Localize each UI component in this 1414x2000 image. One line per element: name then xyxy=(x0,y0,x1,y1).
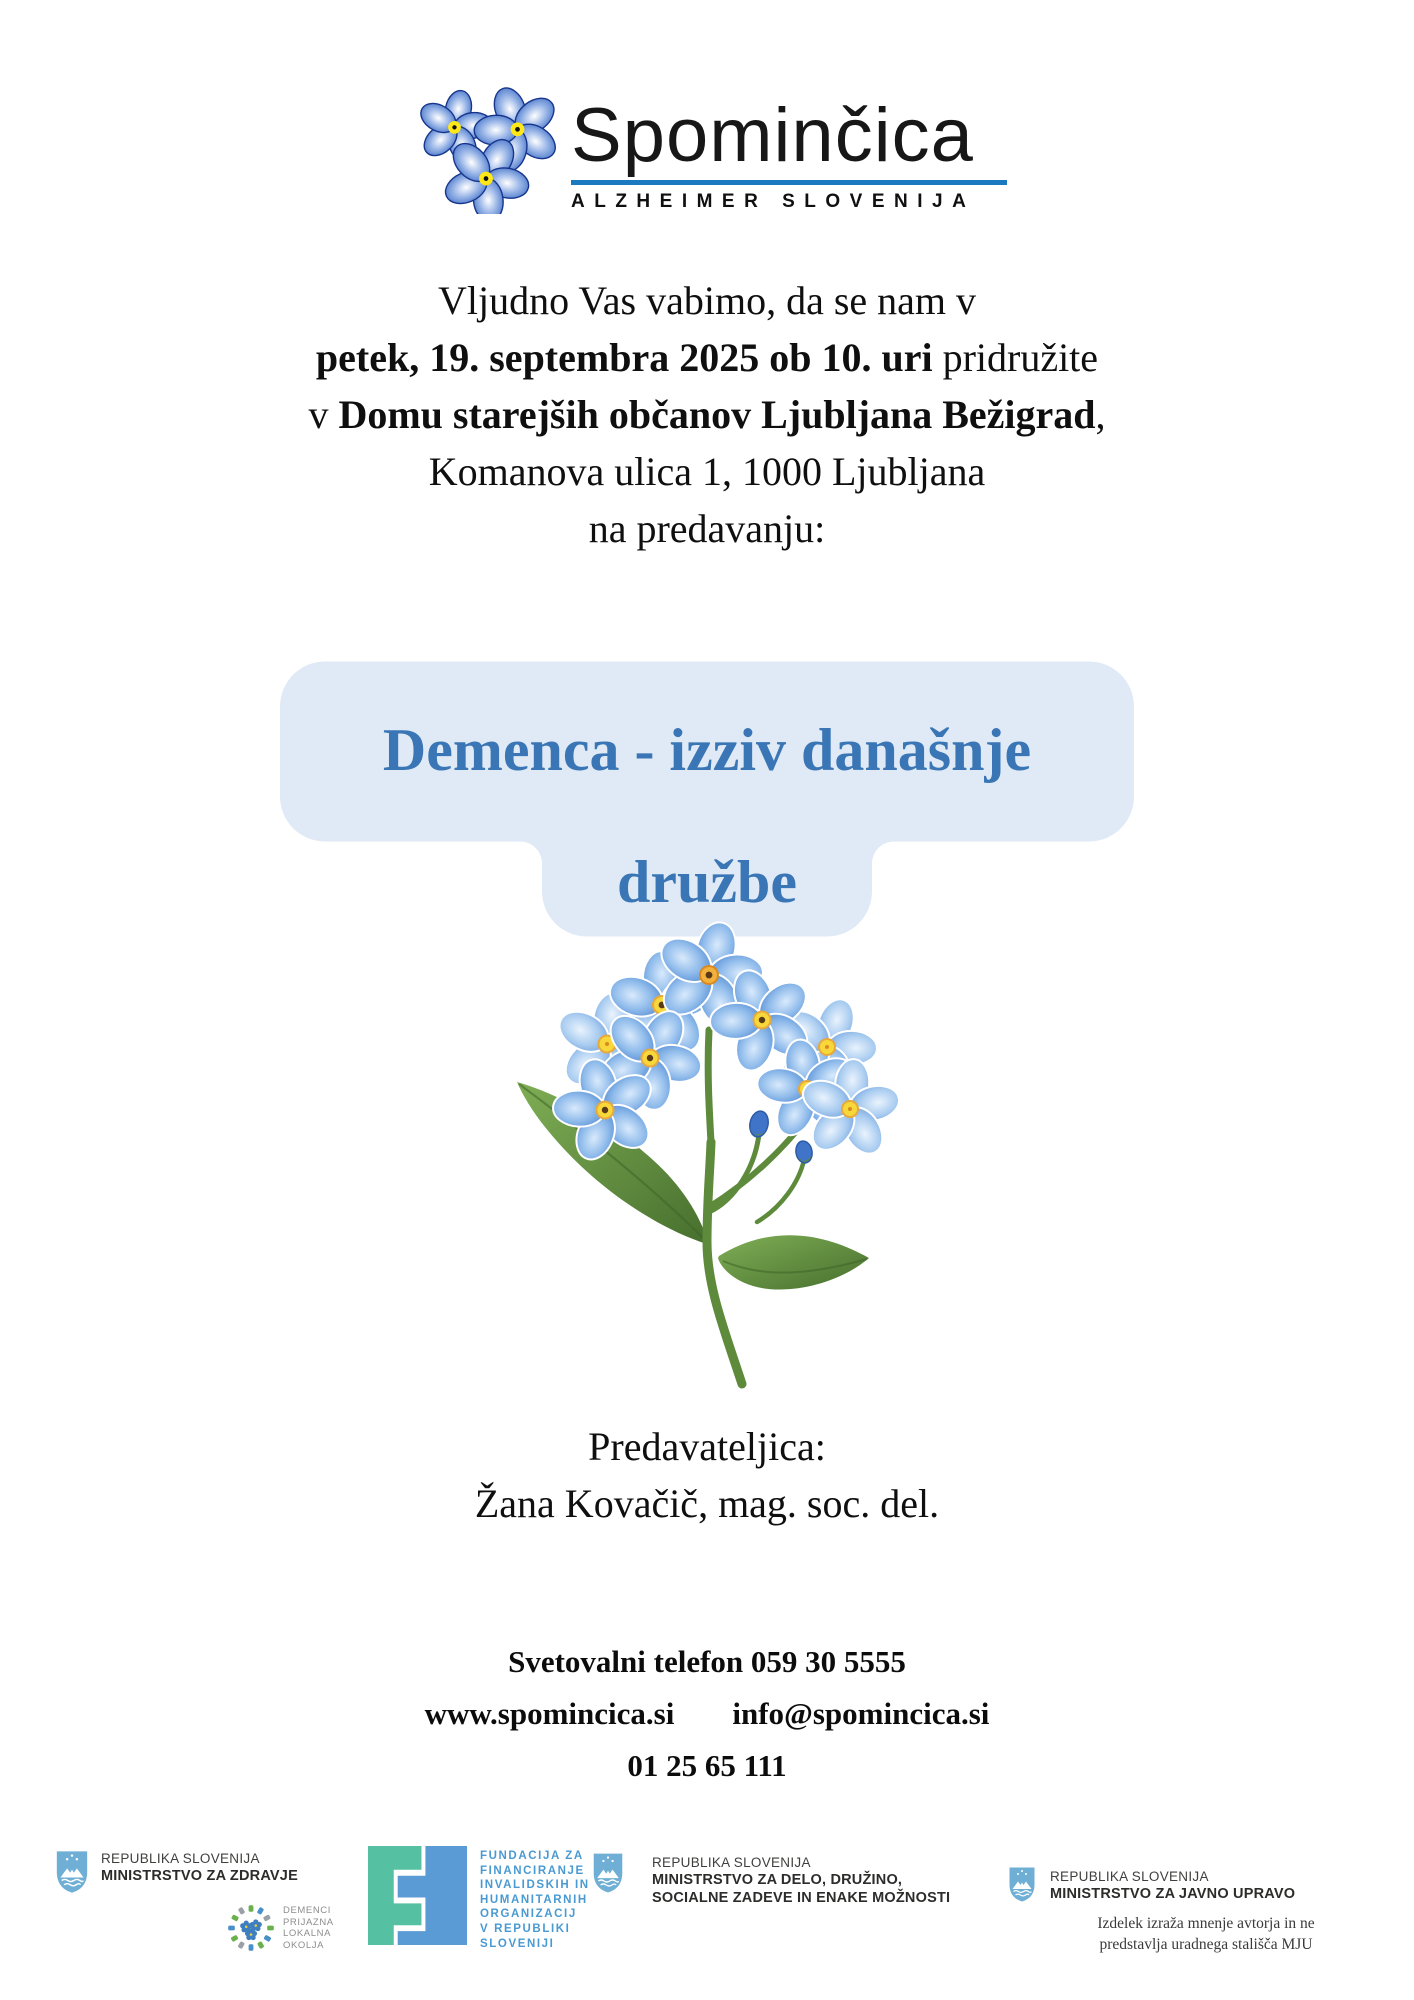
fiho-text-line: HUMANITARNIH xyxy=(480,1893,588,1906)
badge-flowers xyxy=(240,1919,262,1940)
ministry-labor-label-1: MINISTRSTVO ZA DELO, DRUŽINO, xyxy=(652,1872,903,1888)
forget-me-not-illustration xyxy=(457,912,957,1412)
footer-fiho xyxy=(368,1846,590,1951)
ministry-public-admin-label: MINISTRSTVO ZA JAVNO UPRAVO xyxy=(1050,1886,1296,1902)
mju-disclaimer: Izdelek izraža mnenje avtorja in ne predstavlja uradnega stališča MJU xyxy=(1097,1915,1315,1953)
footer-ministry-public-admin xyxy=(1008,1866,1356,1955)
republic-label: REPUBLIKA SLOVENIJA xyxy=(101,1851,260,1866)
contact-phone2: 01 25 65 111 xyxy=(627,1748,787,1783)
email-link: info@spomincica.si xyxy=(732,1696,990,1731)
ministry-labor-label-2: SOCIALNE ZADEVE IN ENAKE MOŽNOSTI xyxy=(652,1890,951,1906)
fiho-text-line: SLOVENIJI xyxy=(480,1937,555,1950)
slovenia-coat-of-arms-icon xyxy=(592,1852,624,1894)
website-link: www.spomincica.si xyxy=(424,1696,675,1731)
fiho-text-line: INVALIDSKIH IN xyxy=(480,1879,590,1892)
flower-bud xyxy=(747,1109,770,1138)
brand-tagline: ALZHEIMER SLOVENIJA xyxy=(571,191,976,212)
lecturer-section xyxy=(0,1418,1414,1532)
footer-ministry-health xyxy=(55,1850,334,1952)
badge-line: OKOLJA xyxy=(283,1939,325,1951)
lecture-title xyxy=(280,660,1134,938)
invitation-line-5: na predavanju: xyxy=(588,506,826,551)
title-line-2: družbe xyxy=(617,848,797,915)
ministry-health-label: MINISTRSTVO ZA ZDRAVJE xyxy=(101,1868,298,1884)
logo-text-column xyxy=(571,86,1007,213)
invitation-line-1: Vljudno Vas vabimo, da se nam v xyxy=(437,278,977,323)
invitation-line-3: v Domu starejših občanov Ljubljana Bežigrad, xyxy=(308,392,1106,437)
badge-line: DEMENCI xyxy=(283,1905,332,1916)
fiho-text-line: V REPUBLIKI xyxy=(480,1922,571,1935)
invitation-line-2: petek, 19. septembra 2025 ob 10. uri pridružite xyxy=(315,335,1099,380)
republic-label: REPUBLIKA SLOVENIJA xyxy=(652,1855,811,1870)
fiho-text-line: ORGANIZACIJ xyxy=(480,1908,577,1921)
badge-line: LOKALNA xyxy=(283,1928,332,1939)
fiho-logo xyxy=(368,1846,467,1945)
lecturer-name: Žana Kovačič, mag. soc. del. xyxy=(474,1481,940,1526)
dementia-friendly-badge-row xyxy=(227,1904,334,1952)
badge-line: PRIJAZNA xyxy=(283,1916,334,1928)
flower-bud xyxy=(794,1140,814,1164)
invitation-paragraph xyxy=(0,272,1414,557)
fiho-text-line: FINANCIRANJE xyxy=(480,1864,585,1877)
dementia-friendly-badge-icon xyxy=(227,1904,275,1952)
footer-ministry-labor xyxy=(592,1852,950,1907)
contact-phone-line: Svetovalni telefon 059 30 5555 xyxy=(508,1644,906,1679)
brand-name: Spominčica xyxy=(571,93,974,178)
republic-label: REPUBLIKA SLOVENIJA xyxy=(1050,1869,1209,1884)
logo-underline xyxy=(571,180,1007,185)
forget-me-not-logo-icon xyxy=(407,86,565,214)
contact-web-row xyxy=(0,1688,1414,1740)
title-line-1: Demenca - izziv današnje xyxy=(382,716,1032,783)
invitation-line-4: Komanova ulica 1, 1000 Ljubljana xyxy=(428,449,986,494)
spomincica-logo xyxy=(407,86,1007,214)
lecturer-label: Predavateljica: xyxy=(588,1424,826,1469)
contact-section xyxy=(0,1636,1414,1792)
fiho-text-line: FUNDACIJA ZA xyxy=(480,1850,584,1862)
slovenia-coat-of-arms-icon xyxy=(1008,1866,1036,1903)
slovenia-coat-of-arms-icon xyxy=(55,1850,89,1894)
